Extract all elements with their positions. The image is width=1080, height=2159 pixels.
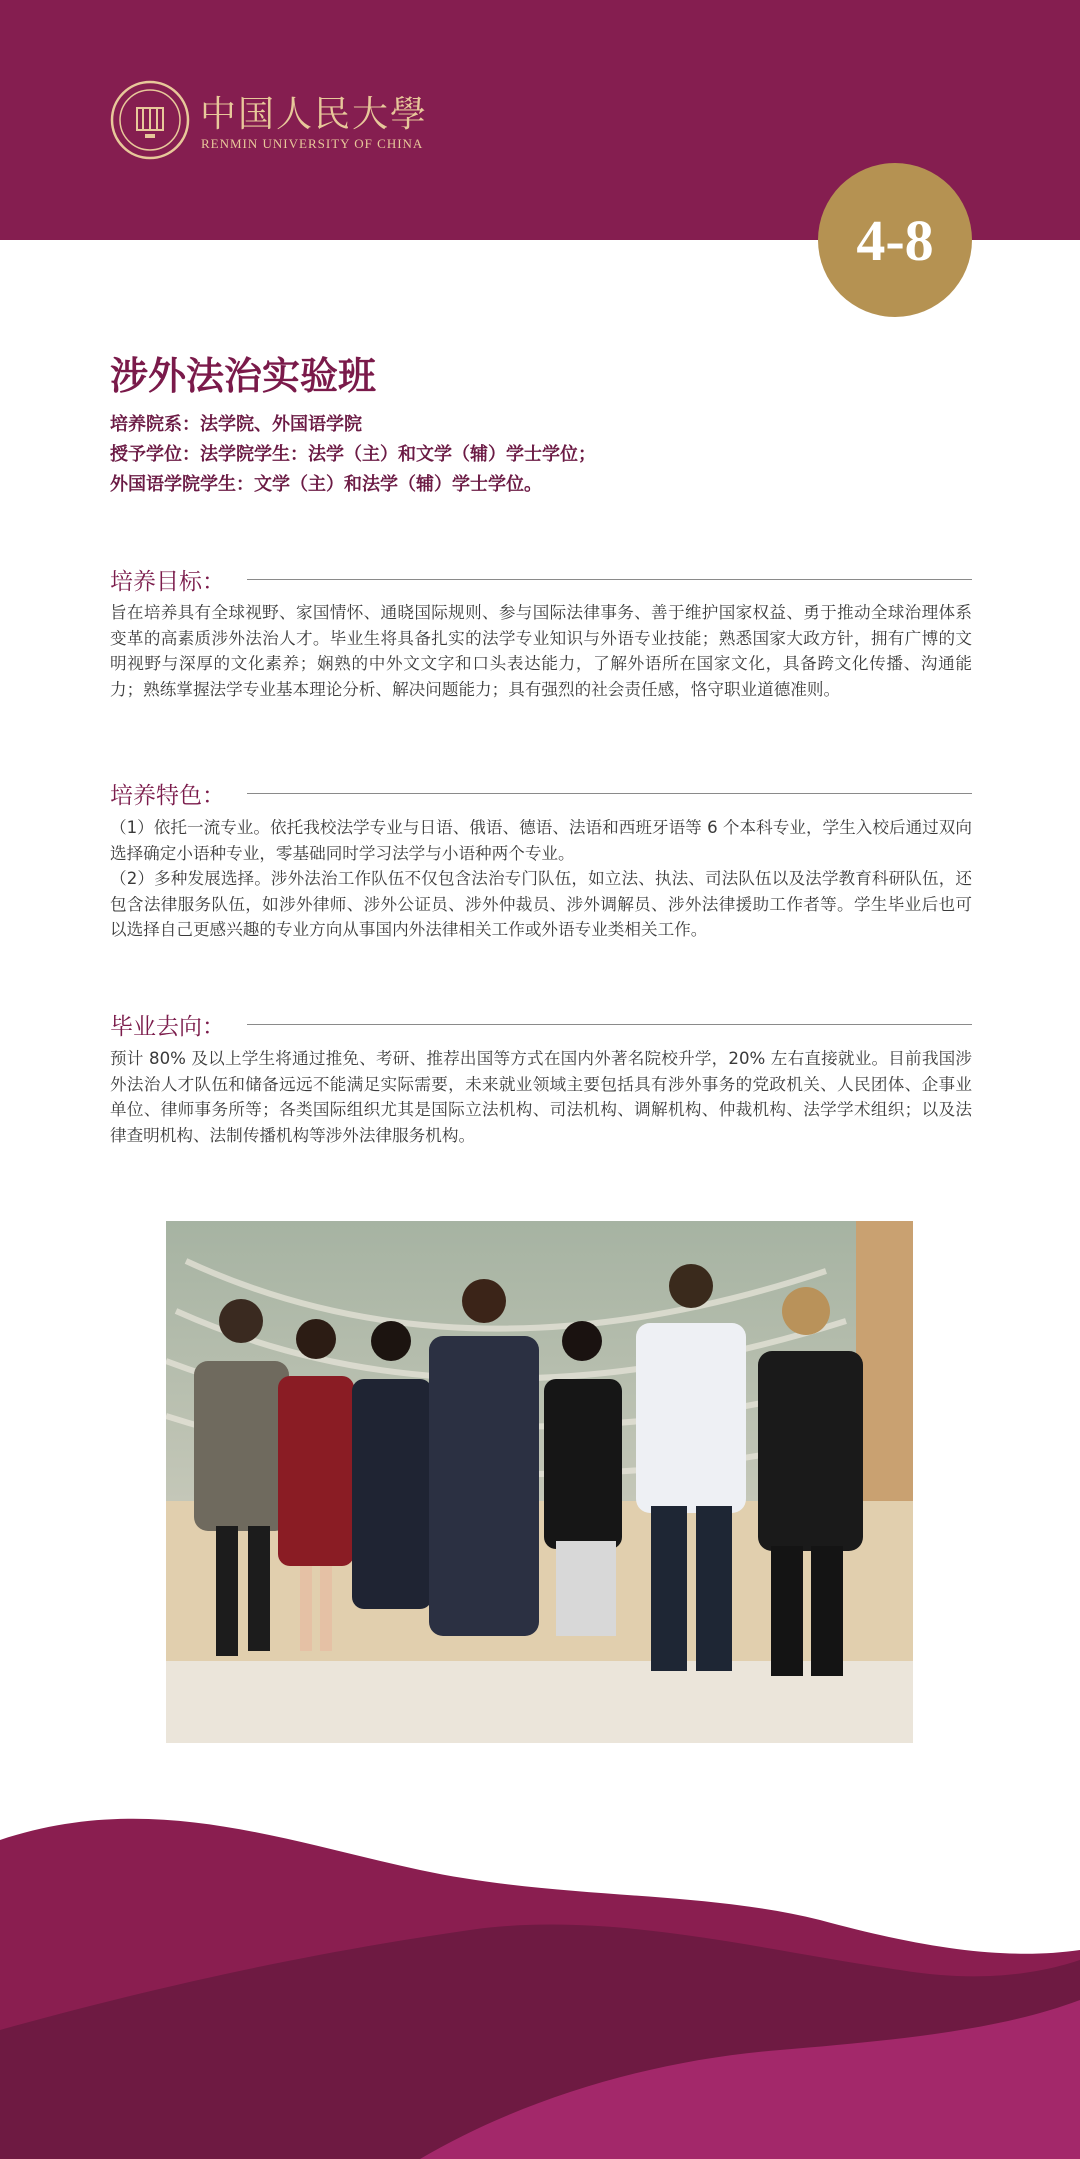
- section-goals-text: [110, 600, 972, 702]
- university-seal-icon: [110, 80, 190, 160]
- group-photo-icon: [166, 1221, 913, 1743]
- degree-line-1: 授予学位：法学院学生：法学（主）和文学（辅）学士学位；: [110, 444, 596, 465]
- decorative-wave-icon: [0, 1800, 1080, 2159]
- program-number-badge: [818, 163, 972, 317]
- badge-label: 4-8: [856, 207, 934, 273]
- section-outcomes-label: 毕业去向：: [110, 1013, 225, 1040]
- university-name-cn: 中国人民大學: [200, 94, 429, 135]
- section-features-text: [110, 815, 972, 943]
- features-item-1: （1）依托一流专业。依托我校法学专业与日语、俄语、德语、法语和西班牙语等 6 个本科专业，学生入校后通过双向选择确定小语种专业，零基础同时学习法学与小语种两个专业。: [110, 818, 972, 863]
- features-item-2: （2）多种发展选择。涉外法治工作队伍不仅包含法治专门队伍，如立法、执法、司法队伍以及法学教育科研队伍，还包含法律服务队伍，如涉外律师、涉外公证员、涉外仲裁员、涉外调解员、涉外法律援助工作者等。学生毕业后也可以选择自己更感兴趣的专业方向从事国内外法律相关工作或外语专业类相关工作。: [110, 869, 972, 940]
- section-features-heading: [110, 776, 972, 810]
- section-divider: [247, 1024, 972, 1025]
- page-title: 涉外法治实验班: [110, 353, 377, 398]
- outcomes-paragraph: 预计 80% 及以上学生将通过推免、考研、推荐出国等方式在国内外著名院校升学，20% 左右直接就业。目前我国涉外法治人才队伍和储备远远不能满足实际需要，未来就业领域主要包括具有涉外事务的党政机关、人民团体、企事业单位、律师事务所等；各类国际组织尤其是国际立法机构、司法机构、调解机构、仲裁机构、法学学术组织；以及法律查明机构、法制传播机构等涉外法律服务机构。: [110, 1049, 972, 1145]
- departments-line: 培养院系：法学院、外国语学院: [110, 414, 362, 435]
- section-features-label: 培养特色：: [110, 782, 225, 809]
- degree-line-2: 外国语学院学生：文学（主）和法学（辅）学士学位。: [110, 474, 542, 495]
- group-photo: [166, 1221, 913, 1743]
- section-divider: [247, 793, 972, 794]
- section-outcomes-text: [110, 1046, 972, 1148]
- section-divider: [247, 579, 972, 580]
- section-goals-heading: [110, 562, 972, 596]
- goals-paragraph: 旨在培养具有全球视野、家国情怀、通晓国际规则、参与国际法律事务、善于维护国家权益、勇于推动全球治理体系变革的高素质涉外法治人才。毕业生将具备扎实的法学专业知识与外语专业技能；熟悉国家大政方针，拥有广博的文明视野与深厚的文化素养；娴熟的中外文文字和口头表达能力，了解外语所在国家文化，具备跨文化传播、沟通能力；熟练掌握法学专业基本理论分析、解决问题能力；具有强烈的社会责任感，恪守职业道德准则。: [110, 603, 972, 699]
- section-goals-label: 培养目标：: [110, 568, 225, 595]
- section-outcomes-heading: [110, 1007, 972, 1041]
- university-name-en: RENMIN UNIVERSITY OF CHINA: [201, 136, 424, 151]
